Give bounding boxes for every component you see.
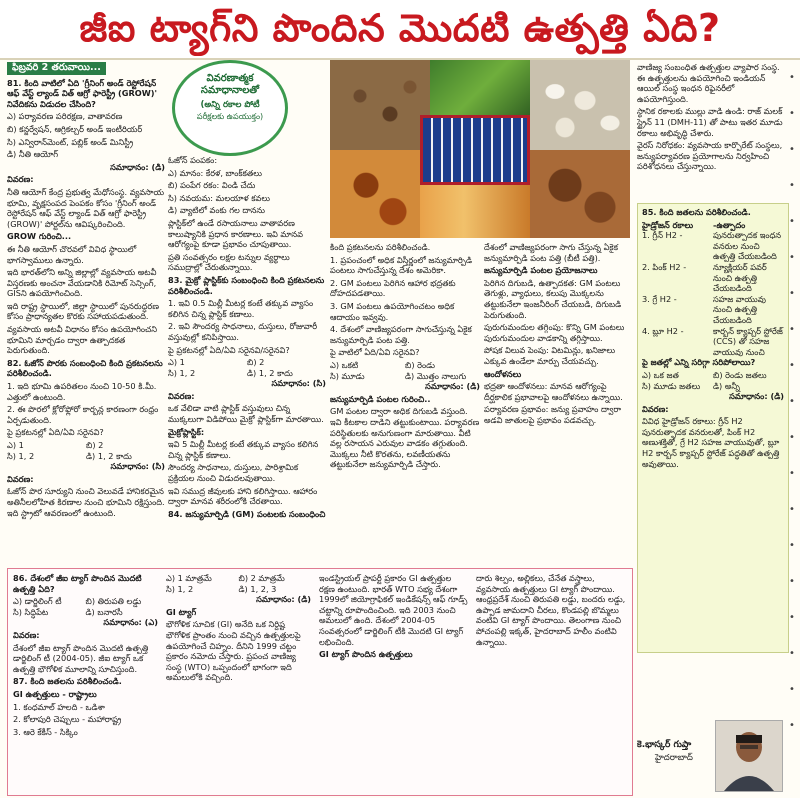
q85-row (642, 326, 784, 358)
bottom-col-4 (476, 573, 626, 791)
q86-option-b: బి) తిరుపతి లడ్డు (85, 596, 142, 607)
q83-explanation-label: వివరణ: (168, 390, 195, 401)
option-line: సి) నవయమ: మలయాళ కవలు (168, 192, 270, 203)
grow-point: ఈ నీతి ఆయోగ్ చొరవలో వివిధ స్థాయిలో భాగస్వాములు ఉన్నారు. (7, 243, 137, 265)
gi-heading: GI ట్యాగ్ (166, 606, 197, 617)
gi-detail: ఇండస్ట్రియల్ ప్రాపర్టీ ప్రకారం GI ఉత్పత్తుల రక్షణ ఉంటుంది. భారత్ WTO సభ్య దేశంగా 1999లో జియోగ్రాఫికల్ ఇండికేషన్స్ ఆఫ్ గూడ్స్ చట్టాన్ని రూపొందించింది. ఇది 2003 నుంచి అమలులో ఉంది. దేశంలో 2004-05 సంవత్సరంలో డార్జిలింగ్ టీకి మొదటి GI ట్యాగ్ లభించింది. (319, 573, 468, 647)
q83-prompt: పై ప్రకటనల్లో ఏది/ఏవి సరైనవి/సరైనవి? (168, 344, 290, 355)
q82-explanation: ఓజోన్ పొర సూర్యుని నుంచి వెలువడే హానికరమైన అతినీలలోహిత కిరణాల నుంచి భూమిని రక్షిస్తుంది. ఇది స్ట్రాటో ఆవరణంలో ఉంటుంది. (7, 486, 165, 518)
microplastic-point: ఇవి సముద్ర జీవులకు హాని కలిగిస్తాయి. ఆహారం ద్వారా మానవ శరీరంలోకి చేరతాయి. (168, 485, 318, 507)
q87-row: 2. కోలాపురి చెప్పులు - మహారాష్ట్ర (13, 714, 122, 725)
bottom-col-1 (13, 573, 158, 791)
author-photo (715, 720, 783, 792)
q82-option-b: బి) 2 (86, 440, 104, 450)
author-name: కె.భాస్కర్ గుప్తా (637, 740, 692, 750)
badge-line2: సమాధానాలతో (200, 85, 260, 96)
q83-option-b: బి) 2 (247, 357, 265, 368)
q81-option-d: డి) నీతి ఆయోగ్ (7, 149, 59, 160)
q86-explanation: దేశంలో జీఐ ట్యాగ్ పొందిన మొదటి ఉత్పత్తి డార్జిలింగ్ టీ (2004-05). జీఐ ట్యాగ్ ఒక ఉత్పత్తి భౌగోళిక మూలాన్ని సూచిస్తుంది. (13, 642, 149, 674)
collage-eggs-image (530, 60, 630, 150)
q85-content (642, 207, 784, 647)
column-1 (7, 62, 165, 562)
gi-products-collage (330, 60, 630, 238)
badge-line4: పరీక్షలకు ఉపయుక్తం) (196, 112, 264, 121)
gm-text: GM పంటల ద్వారా అధిక దిగుబడి వస్తుంది. ఇవి కీటకాల దాడిని తట్టుకుంటాయి. పర్యావరణ పరిస్థితులకు అనుగుణంగా మారుతాయి. వీటి వల్ల రసాయన ఎరువుల వాడకం తగ్గుతుంది. మొక్కలు నీటి కొరతను, లవణీయతను తట్టుకునేలా జన్యుమార్పిడి చేస్తారు. (330, 406, 480, 470)
bottom-col-3 (319, 573, 469, 791)
q82-option-c: సి) 1, 2 (7, 450, 35, 461)
question-84: 84. జన్యుమార్పిడి (GM) పంటలకు సంబంధించి (168, 508, 326, 519)
q83-explanation: ఒక వేలిడా వాటి ప్లాస్టిక్ వస్తువులు చిన్న ముక్కలుగా విడిపోయి మైక్రో ప్లాస్టిక్‌గా మారతాయి. (168, 403, 324, 425)
q85-option-c: సి) మూడు జతలు (642, 380, 701, 391)
q87-option-b: బి) 2 మాత్రమే (238, 573, 285, 583)
q81-explanation: నీతి ఆయోగ్ కేంద్ర ప్రభుత్వ మేధోసంస్థ. వ్యవసాయ భూమి, వృక్షసంపద పెంపకం కోసం 'గ్రీనింగ్ అండ్ రెస్టోరేషన్ ఆఫ్ వేస్ట్ ల్యాండ్ విత్ ఆగ్రో ఫారెస్ట్రీ (GROW)' పోర్టల్‌ను ఆవిష్కరించింది. (7, 186, 165, 229)
option-line: ఎ) మానం: కేరళ, బాంక్‌కతలు (168, 167, 262, 178)
q85-row (642, 262, 784, 294)
bottom-col-2 (166, 573, 311, 791)
gm-benefits-heading: జన్యుమార్పిడి పంటల ప్రయోజనాలు (484, 265, 598, 276)
gm-heading: జన్యుమార్పిడి పంటల గురించి.. (330, 393, 431, 404)
q82-prompt: పై ప్రకటనల్లో ఏది/ఏవి సరైనవి? (7, 427, 104, 438)
q85-row-right: పునరుత్పాదక ఇంధన వనరుల నుంచి ఉత్పత్తి చేయబడింది (713, 230, 782, 262)
column-3 (330, 242, 480, 562)
q84-statement: 1. ప్రపంచంలో అధిక విస్తీర్ణంలో జన్యుమార్పిడి పంటలు సాగుచేస్తున్న దేశం అమెరికా. (330, 254, 473, 276)
gm-benefit: పురుగుమందుల తగ్గింపు: కొన్ని GM పంటలు పురుగుమందుల వాడకాన్ని తగ్గిస్తాయి. (484, 322, 625, 343)
grow-point: ఇది రాష్ట్ర స్థాయిలో, జిల్లా స్థాయిలో పునరుద్ధరణ కోసం ప్రాధాన్యతల కొరకు సహాయపడుతుంది. (7, 300, 159, 322)
grow-point: ఇది భారత్‌లోని అన్ని జిల్లాల్లో వ్యవసాయ అటవీ విస్తరణకు అంచనా వేయడానికి రిమోట్ సెన్సింగ్, GIS‌ని ఉపయోగించింది. (7, 267, 157, 299)
q85-row-right: కార్బన్ క్యాప్చర్ స్టోరేజ్ (CCS) తో సహజ వాయువు నుంచి (713, 325, 783, 357)
gm-concern: భద్రతా ఆందోళనలు: మానవ ఆరోగ్యంపై దీర్ఘకాలిక ప్రభావాలపై ఆందోళనలు ఉన్నాయి. (484, 381, 623, 402)
q85-answer: సమాధానం: (డి) (729, 391, 784, 402)
collage-textile-image (420, 115, 530, 185)
q81-option-b: బి) కన్జర్వేషన్, ఆగ్రికల్చర్ అండ్ ఇంటీరియర్ (7, 123, 143, 134)
q85-table-header (642, 220, 784, 231)
q85-row-left: 1. గ్రీన్ H2 - (642, 230, 683, 241)
q86-option-a: ఎ) డార్జిలింగ్ టీ (13, 596, 62, 607)
q84-option-d: డి) మొత్తం నాలుగు (405, 370, 467, 381)
column-2 (168, 155, 326, 563)
option-line: బి) పంపేగ రకం: విండి చేదు (168, 180, 256, 191)
q85-row (642, 230, 784, 262)
q85-head-left: హైడ్రోజన్ రకాలు (642, 219, 694, 230)
col5-text: వాణిజ్య సంబంధిత ఉత్పత్తుల వ్యాపార సంస్థ. ఈ ఉత్పత్తులను ఉపయోగించి ఇండియన్ ఆయిల్ సంస్థ ఇంధన రిఫైనరీలో ఉపయోగిస్తుంది. (637, 62, 780, 104)
q84-option-a: ఎ) ఒకటి (330, 359, 359, 370)
collage-spices-image (330, 60, 430, 150)
q83-statement: 1. ఇవి 0.5 మిల్లీ మీటర్ల కంటే తక్కువ వ్యాసం కలిగిన చిన్న ప్లాస్టిక్ కణాలు. (168, 298, 314, 319)
question-82: 82. ఓజోన్ పొరకు సంబంధించి కింది ప్రకటనలను పరిశీలించండి. (7, 357, 163, 379)
q82-statement: 2. ఈ పొరలో క్లోరోఫ్లోరో కార్బన్ల కారణంగా రంధ్రం ఏర్పడుతుంది. (7, 404, 159, 425)
gi-products-text: దారు శిల్పం, అల్లికలు, చేనేత వస్త్రాలు, వ్యవసాయ ఉత్పత్తులు GI ట్యాగ్ పొందాయి. ఆంధ్రప్రదేశ్ నుంచి తిరుపతి లడ్డు, బందరు లడ్డు, ఉప్పాడ జామదాని చీరలు, కొండపల్లి బొమ్మలు వంటివి GI ట్యాగ్ పొందాయి. తెలంగాణ నుంచి పోచంపల్లి ఇక్కత్, హైదరాబాద్ హలీం వంటివి ఉన్నాయి. (476, 573, 626, 647)
collage-dates-image (330, 150, 420, 238)
q81-option-c: సి) ఎన్విరాన్‌మెంట్, పబ్లిక్ అండ్ మినిస్ట్రీ (7, 136, 134, 147)
gi-products-heading: GI ట్యాగ్ పొందిన ఉత్పత్తులు (319, 649, 413, 660)
q85-row-left: 2. పింక్ H2 - (642, 261, 687, 272)
collage-jaggery-image (530, 150, 630, 238)
question-83: 83. మైక్రో ప్లాస్టిక్‌కు సంబంధించి కింది ప్రకటనలను పరిశీలించండి. (168, 274, 325, 296)
q82-explanation-label: వివరణ: (7, 473, 34, 484)
q85-explanation-label: వివరణ: (642, 403, 669, 414)
q84-statement: 3. GM పంటలు ఉపయోగించటం అధిక ఆదాయం ఇవ్వవు. (330, 300, 455, 322)
q85-row-right: సహజ వాయువు నుంచి ఉత్పత్తి చేయబడింది (713, 293, 766, 325)
headline: జీఐ ట్యాగ్‌ని పొందిన మొదటి ఉత్పత్తి ఏది? (79, 6, 721, 50)
q87-row: 3. ఆరె కేకీస్ - సిక్కిం (13, 726, 78, 737)
q85-row (642, 294, 784, 326)
margin-bullets: • • • • • • • • • • • • • • • • • • • (789, 72, 795, 731)
gm-intro: దేశంలో వాణిజ్యపరంగా సాగు చేస్తున్న ఏకైక జన్యుమార్పిడి పంట పత్తి (బీటీ పత్తి). (484, 242, 618, 263)
q87-table-header: GI ఉత్పత్తులు - రాష్ట్రాలు (13, 688, 97, 699)
q82-option-a: ఎ) 1 (7, 440, 24, 450)
q83-options (168, 357, 326, 378)
question-85-box (637, 203, 789, 653)
q83-option-a: ఎ) 1 (168, 357, 185, 368)
gm-benefit: పెరిగిన దిగుబడి, ఉత్పాదకత: GM పంటలు తెగుళ్లు, వ్యాధులు, కలుపు మొక్కలను తట్టుకునేలా ఇంజనీరింగ్ చేయబడి, దిగుబడి పెరుగుతుంది. (484, 277, 622, 320)
note: ప్రతి సంవత్సరం లక్షల టన్నుల వ్యర్థాలు సముద్రాల్లో చేరుతున్నాయి. (168, 251, 290, 273)
q86-answer: సమాధానం: (ఎ) (103, 617, 158, 628)
q87-option-a: ఎ) 1 మాత్రమే (166, 573, 212, 583)
q86-option-d: డి) బనారసీ (85, 606, 123, 617)
question-85: 85. కింది జతలను పరిశీలించండి. (642, 207, 751, 217)
q81-answer: సమాధానం: (డి) (110, 161, 165, 172)
q85-row-right: న్యూక్లియర్ పవర్ నుంచి ఉత్పత్తి చేయబడింది (713, 261, 767, 294)
q83-answer: సమాధానం: (సి) (271, 378, 326, 389)
bottom-question-box (7, 568, 633, 796)
question-87: 87. కింది జతలను పరిశీలించండి. (13, 676, 122, 687)
q81-explanation-label: వివరణ: (7, 174, 34, 185)
q85-option-d: డి) అన్నీ (713, 380, 740, 391)
q86-option-c: సి) సిద్ధిపేట (13, 606, 49, 617)
q85-options (642, 370, 784, 391)
collage-leaves-image (430, 60, 530, 120)
q85-explanation: వివిధ హైడ్రోజన్ రకాలు: గ్రీన్ H2 పునరుత్పాదక వనరులతో, పింక్ H2 అణుశక్తితో, గ్రే H2 సహజ వాయువుతో, బ్లూ H2 కార్బన్ క్యాప్చర్ స్టోరేజ్ పద్ధతితో ఉత్పత్తి అవుతాయి. (642, 416, 780, 469)
author-avatar-icon (716, 721, 782, 791)
q85-row-left: 4. బ్లూ H2 - (642, 325, 684, 336)
author-location: హైదరాబాద్ (655, 753, 693, 763)
gm-benefit: పోషక విలువ పెంపు: విటమిన్లు, ఖనిజాలు ఎక్కువ ఉండేలా మార్పు చేయవచ్చు. (484, 345, 616, 366)
q84-statement: 4. దేశంలో వాణిజ్యపరంగా సాగుచేస్తున్న ఏకైక జన్యుమార్పిడి పంట పత్తి. (330, 324, 472, 345)
q83-option-d: డి) 1, 2 కాదు (247, 367, 293, 378)
col5-point: స్థానిక రకాలకు ముల్లు వాడి ఉండి: రాజ్ మలక్ స్ట్రైన్ 11 (DMH-11) తో పాటు ఇతర మూడు రకాలు అభివృద్ధి చేశారు. (637, 106, 783, 138)
microplastic-point: ఇవి 5 మిల్లీ మీటర్ల కంటే తక్కువ వ్యాసం కలిగిన చిన్న ప్లాస్టిక్ కణాలు. (168, 439, 319, 460)
question-86: 86. దేశంలో జీఐ ట్యాగ్ పొందిన మొదటి ఉత్పత్తి ఏది? (13, 573, 142, 594)
grow-heading: GROW గురించి... (7, 231, 72, 242)
collage-sweets-image (420, 185, 530, 238)
q85-option-a: ఎ) ఒక జత (642, 369, 679, 380)
q84-prompt: పై వాటిలో ఏది/ఏవి సరైనవి? (330, 347, 420, 358)
option-line: ఓజోన్ పంపకం: (168, 155, 218, 165)
q82-statement: 1. ఇది భూమి ఉపరితలం నుంచి 10-50 కి.మీ. ఎత్తులో ఉంటుంది. (7, 381, 157, 402)
author-byline (637, 720, 787, 790)
microplastic-heading: మైక్రోప్లాస్టిక్: (168, 426, 205, 437)
column-5 (637, 62, 787, 200)
gm-concerns-heading: ఆందోళనలు (484, 368, 522, 379)
note: ప్లాస్టిక్‌లో ఉండే రసాయనాలు వాతావరణ కాలుష్యానికి ప్రధాన కారణాలు. ఇవి మానవ ఆరోగ్యంపై కూడా ప్రభావం చూపుతాయి. (168, 217, 303, 250)
q85-prompt: పై జతల్లో ఎన్ని సరిగ్గా సరిపోలాయి? (642, 357, 756, 368)
headline-bar (0, 0, 800, 60)
q86-explanation-label: వివరణ: (13, 629, 40, 640)
q82-answer: సమాధానం: (సి) (110, 461, 165, 472)
q84-answer: సమాధానం: (డి) (425, 381, 480, 392)
q87-option-c: సి) 1, 2 (166, 583, 194, 594)
q86-options (13, 596, 158, 617)
q87-option-d: డి) 1, 2, 3 (238, 583, 277, 594)
q87-row: 1. కంధమాల్ హలది - ఒడిశా (13, 701, 105, 712)
option-line: డి) వ్యాటిలో వంకు గల దానను (168, 205, 265, 216)
column-4 (484, 242, 632, 562)
explanation-badge (172, 60, 288, 156)
q87-options (166, 573, 311, 594)
microplastic-point: సౌందర్య సాధనాలు, దుస్తులు, పారిశ్రామిక ప్రక్రియల నుంచి విడుదలవుతాయి. (168, 462, 299, 484)
gi-text: భౌగోళిక సూచిక (GI) అనేది ఒక నిర్దిష్ట భౌగోళిక ప్రాంతం నుంచి వచ్చిన ఉత్పత్తులపై ఉపయోగించే చిహ్నం. దీనిని 1999 చట్టం ప్రకారం నమోదు చేస్తారు. ప్రపంచ వాణిజ్య సంస్థ (WTO) ఒప్పందంలో భాగంగా ఇది అమలులోకి వచ్చింది. (166, 619, 301, 683)
q82-option-d: డి) 1, 2 కాదు (86, 450, 132, 461)
q85-row-left: 3. గ్రే H2 - (642, 293, 677, 304)
q84-intro: కింది ప్రకటనలను పరిశీలించండి. (330, 242, 431, 252)
badge-line3: (అన్ని రకాల పోటీ (200, 100, 260, 110)
q84-statement: 2. GM పంటలు పెరిగిన ఆహార భద్రతకు దోహదపడతాయి. (330, 277, 456, 299)
gm-concern: పర్యావరణ ప్రభావం: జన్యు ప్రవాహం ద్వారా అడవి జాతులపై ప్రభావం పడవచ్చు. (484, 404, 621, 425)
q84-option-b: బి) రెండు (405, 359, 436, 370)
q83-statement: 2. ఇవి సౌందర్య సాధనాలు, దుస్తులు, రోజువారీ వస్తువుల్లో కనిపిస్తాయి. (168, 321, 318, 342)
q85-head-right: -ఉత్పాదం (713, 219, 746, 230)
q84-option-c: సి) మూడు (330, 370, 365, 381)
question-81: 81. కింది వాటిలో ఏది 'గ్రీనింగ్ అండ్ రెస్టోరేషన్ ఆఫ్ వేస్ట్ ల్యాండ్ విత్ ఆగ్రో ఫారెస్ట్రీ (GROW)' నివేదికను విడుదల చేసింది? (7, 77, 157, 109)
q87-answer: సమాధానం: (డి) (256, 594, 311, 605)
badge-line1: వివరణాత్మక (206, 73, 254, 84)
q85-option-b: బి) రెండు జతలు (713, 369, 767, 380)
grow-point: వ్యవసాయ అటవీ విధానం కోసం ఉపయోగించని భూమిని మార్చడం ద్వారా ఉత్పాదకత పెరుగుతుంది. (7, 324, 157, 356)
q83-option-c: సి) 1, 2 (168, 367, 196, 378)
q84-options (330, 360, 480, 381)
col5-point: వైరస్ నిరోధకం: వ్యవసాయ కార్పొరేట్ సంస్థలు, జన్యుపర్యావరణ ప్రయోగాలను నిర్వహించి పరిశోధనలు చేస్తున్నాయి. (637, 140, 783, 172)
q82-options (7, 440, 165, 461)
q81-option-a: ఎ) పర్యావరణ పరిరక్షణ, వాతావరణ (7, 111, 123, 122)
continued-banner: ఫిబ్రవరి 2 తరువాయి... (7, 62, 106, 75)
